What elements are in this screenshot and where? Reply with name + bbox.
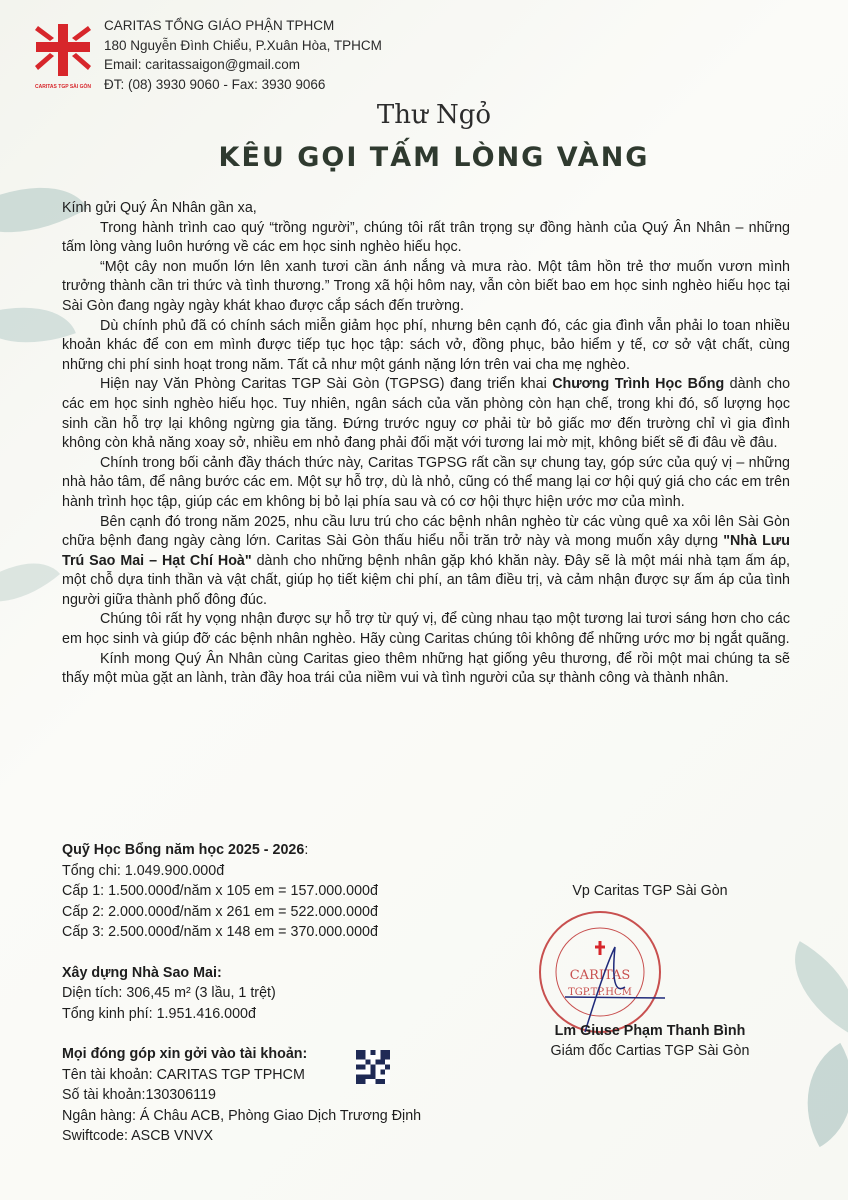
- swift-code: Swiftcode: ASCB VNVX: [62, 1128, 213, 1144]
- text: Bên cạnh đó trong năm 2025, nhu cầu lưu trú cho các bệnh nhân nghèo từ các vùng quê xa xôi lên Sài Gòn chữa bệnh đang ngày càng lớn. Caritas Sài Gòn thấu hiểu nỗi trăn trở này và mong muốn xây dựng: [62, 513, 790, 550]
- paragraph: [62, 375, 790, 453]
- greeting: Kính gửi Quý Ân Nhân gần xa,: [62, 200, 257, 216]
- scholarship-level: Cấp 2: 2.000.000đ/năm x 261 em = 522.000.000đ: [62, 903, 378, 920]
- paragraph: Kính mong Quý Ân Nhân cùng Caritas gieo thêm những hạt giống yêu thương, để rồi một mai chúng ta sẽ thấy một mùa gặt an lành, tràn đầy hoa trái của niềm vui và tình người của sự thành công và thành nhân.: [62, 650, 790, 687]
- paragraph: Chúng tôi rất hy vọng nhận được sự hỗ trợ từ quý vị, để cùng nhau tạo một tương lai tươi sáng hơn cho các em học sinh và giúp đỡ các bệnh nhân nghèo. Hãy cùng Caritas chúng tôi không để những ước mơ bị ngắt quãng.: [62, 611, 790, 648]
- paragraph: Trong hành trình cao quý “trồng người”, chúng tôi rất trân trọng sự đồng hành của Quý Ân Nhân – những tấm lòng vàng luôn hướng về các em học sinh nghèo hiếu học.: [62, 219, 790, 256]
- svg-text:CARITAS: CARITAS: [569, 968, 631, 983]
- paragraph: Chính trong bối cảnh đầy thách thức này, Caritas TGPSG rất cần sự chung tay, góp sức của quý vị – những nhà hảo tâm, để nâng bước các em. Một sự hỗ trợ, dù là nhỏ, cũng có thể mang lại cơ hội quý giá cho các em trên hành trình học tập, giúp các em không bị bỏ lại phía sau và có cơ hội thực hiện ước mơ của mình.: [62, 454, 790, 510]
- letter-title: Thư Ngỏ: [376, 100, 492, 130]
- paragraph: [62, 513, 790, 611]
- text: dành cho các em học sinh nghèo hiếu học. Tuy nhiên, ngân sách của văn phòng còn hạn chế, trong khi đó, số lượng học sinh cần hỗ trợ lại không ngừng gia tăng. Đứng trước nguy cơ phải từ bỏ giấc mơ đến trường chỉ vì gia đình không còn khả năng xoay sở, nhiều em nhỏ đang phải đối mặt với tương lai mờ mịt, không biết sẽ đi đâu về đâu.: [62, 376, 791, 452]
- office-name: Vp Caritas TGP Sài Gòn: [572, 883, 728, 899]
- paragraph: “Một cây non muốn lớn lên xanh tươi cần ánh nắng và mưa rào. Một tâm hồn trẻ thơ muốn vươn mình trưởng thành cần tri thức và tình thương.” Trong xã hội hôm nay, vẫn còn biết bao em học sinh nghèo hiếu học tại Sài Gòn đang ngày ngày khát khao được cắp sách đến trường.: [62, 258, 790, 314]
- svg-text:CARITAS TGP SÀI GÒN: CARITAS TGP SÀI GÒN: [35, 84, 91, 90]
- org-phone: ĐT: (08) 3930 9060 - Fax: 3930 9066: [104, 76, 326, 92]
- decorative-leaf: [772, 941, 848, 1034]
- colon: :: [304, 842, 309, 858]
- scholarship-level: Cấp 1: 1.500.000đ/năm x 105 em = 157.000.000đ: [62, 883, 378, 899]
- scholarship-level: Cấp 3: 2.500.000đ/năm x 148 em = 370.000.000đ: [62, 924, 378, 940]
- house-name: "Nhà Lưu Trú Sao Mai – Hạt Chí Hoà": [62, 533, 790, 569]
- org-address: 180 Nguyễn Đình Chiểu, P.Xuân Hòa, TPHCM: [104, 37, 382, 53]
- paragraph: Dù chính phủ đã có chính sách miễn giảm học phí, nhưng bên cạnh đó, các gia đình vẫn phải lo toan nhiều khoản khác để con em mình được tiếp tục học tập: sách vở, đồng phục, bảo hiểm y tế, cơ sở vật chất, cùng những chi phí sinh hoạt trong năm. Tất cả như một gánh nặng lớn trên vai cha mẹ nghèo.: [62, 317, 790, 373]
- account-heading: Mọi đóng góp xin gởi vào tài khoản:: [62, 1046, 308, 1062]
- headline: KÊU GỌI TẤM LÒNG VÀNG: [218, 142, 650, 173]
- org-email: Email: caritassaigon@gmail.com: [104, 57, 301, 72]
- qr-code: [356, 1050, 390, 1084]
- letter-body: [62, 199, 790, 689]
- caritas-logo: [30, 22, 96, 92]
- signature-block: [520, 883, 780, 1059]
- account-name: Tên tài khoản: CARITAS TGP TPHCM: [62, 1066, 305, 1083]
- text: dành cho những bệnh nhân gặp khó khăn này. Đây sẽ là một mái nhà tạm ấm áp, một chỗ dựa tinh thần và vật chất, giúp họ tiết kiệm chi phí, an tâm điều trị, và cảm nhận được sự ấm áp của tình người giữa thành phố đông đúc.: [62, 552, 791, 608]
- house-heading: Xây dựng Nhà Sao Mai:: [62, 964, 222, 981]
- house-cost: Tổng kinh phí: 1.951.416.000đ: [62, 1005, 256, 1022]
- scholarship-total: Tổng chi: 1.049.900.000đ: [62, 862, 225, 879]
- signer-role: Giám đốc Cartias TGP Sài Gòn: [550, 1043, 750, 1059]
- scholarship-heading: Quỹ Học Bổng năm học 2025 - 2026: [62, 842, 305, 858]
- signer-name: Lm Giuse Phạm Thanh Bình: [554, 1023, 746, 1039]
- letterhead: [104, 16, 382, 94]
- house-area: Diện tích: 306,45 m² (3 lầu, 1 trệt): [62, 985, 276, 1001]
- text: Hiện nay Văn Phòng Caritas TGP Sài Gòn (TGPSG) đang triển khai: [100, 376, 553, 393]
- account-number: Số tài khoản:130306119: [62, 1087, 216, 1103]
- org-name: CARITAS TỔNG GIÁO PHẬN TPHCM: [104, 18, 335, 33]
- funding-details: [62, 840, 421, 1147]
- svg-text:TGP.TP.HCM: TGP.TP.HCM: [568, 987, 632, 998]
- decorative-leaf: [0, 540, 60, 626]
- decorative-leaf: [780, 1043, 848, 1147]
- bank-name: Ngân hàng: Á Châu ACB, Phòng Giao Dịch Trương Định: [62, 1107, 422, 1124]
- program-name: Chương Trình Học Bổng: [552, 376, 725, 393]
